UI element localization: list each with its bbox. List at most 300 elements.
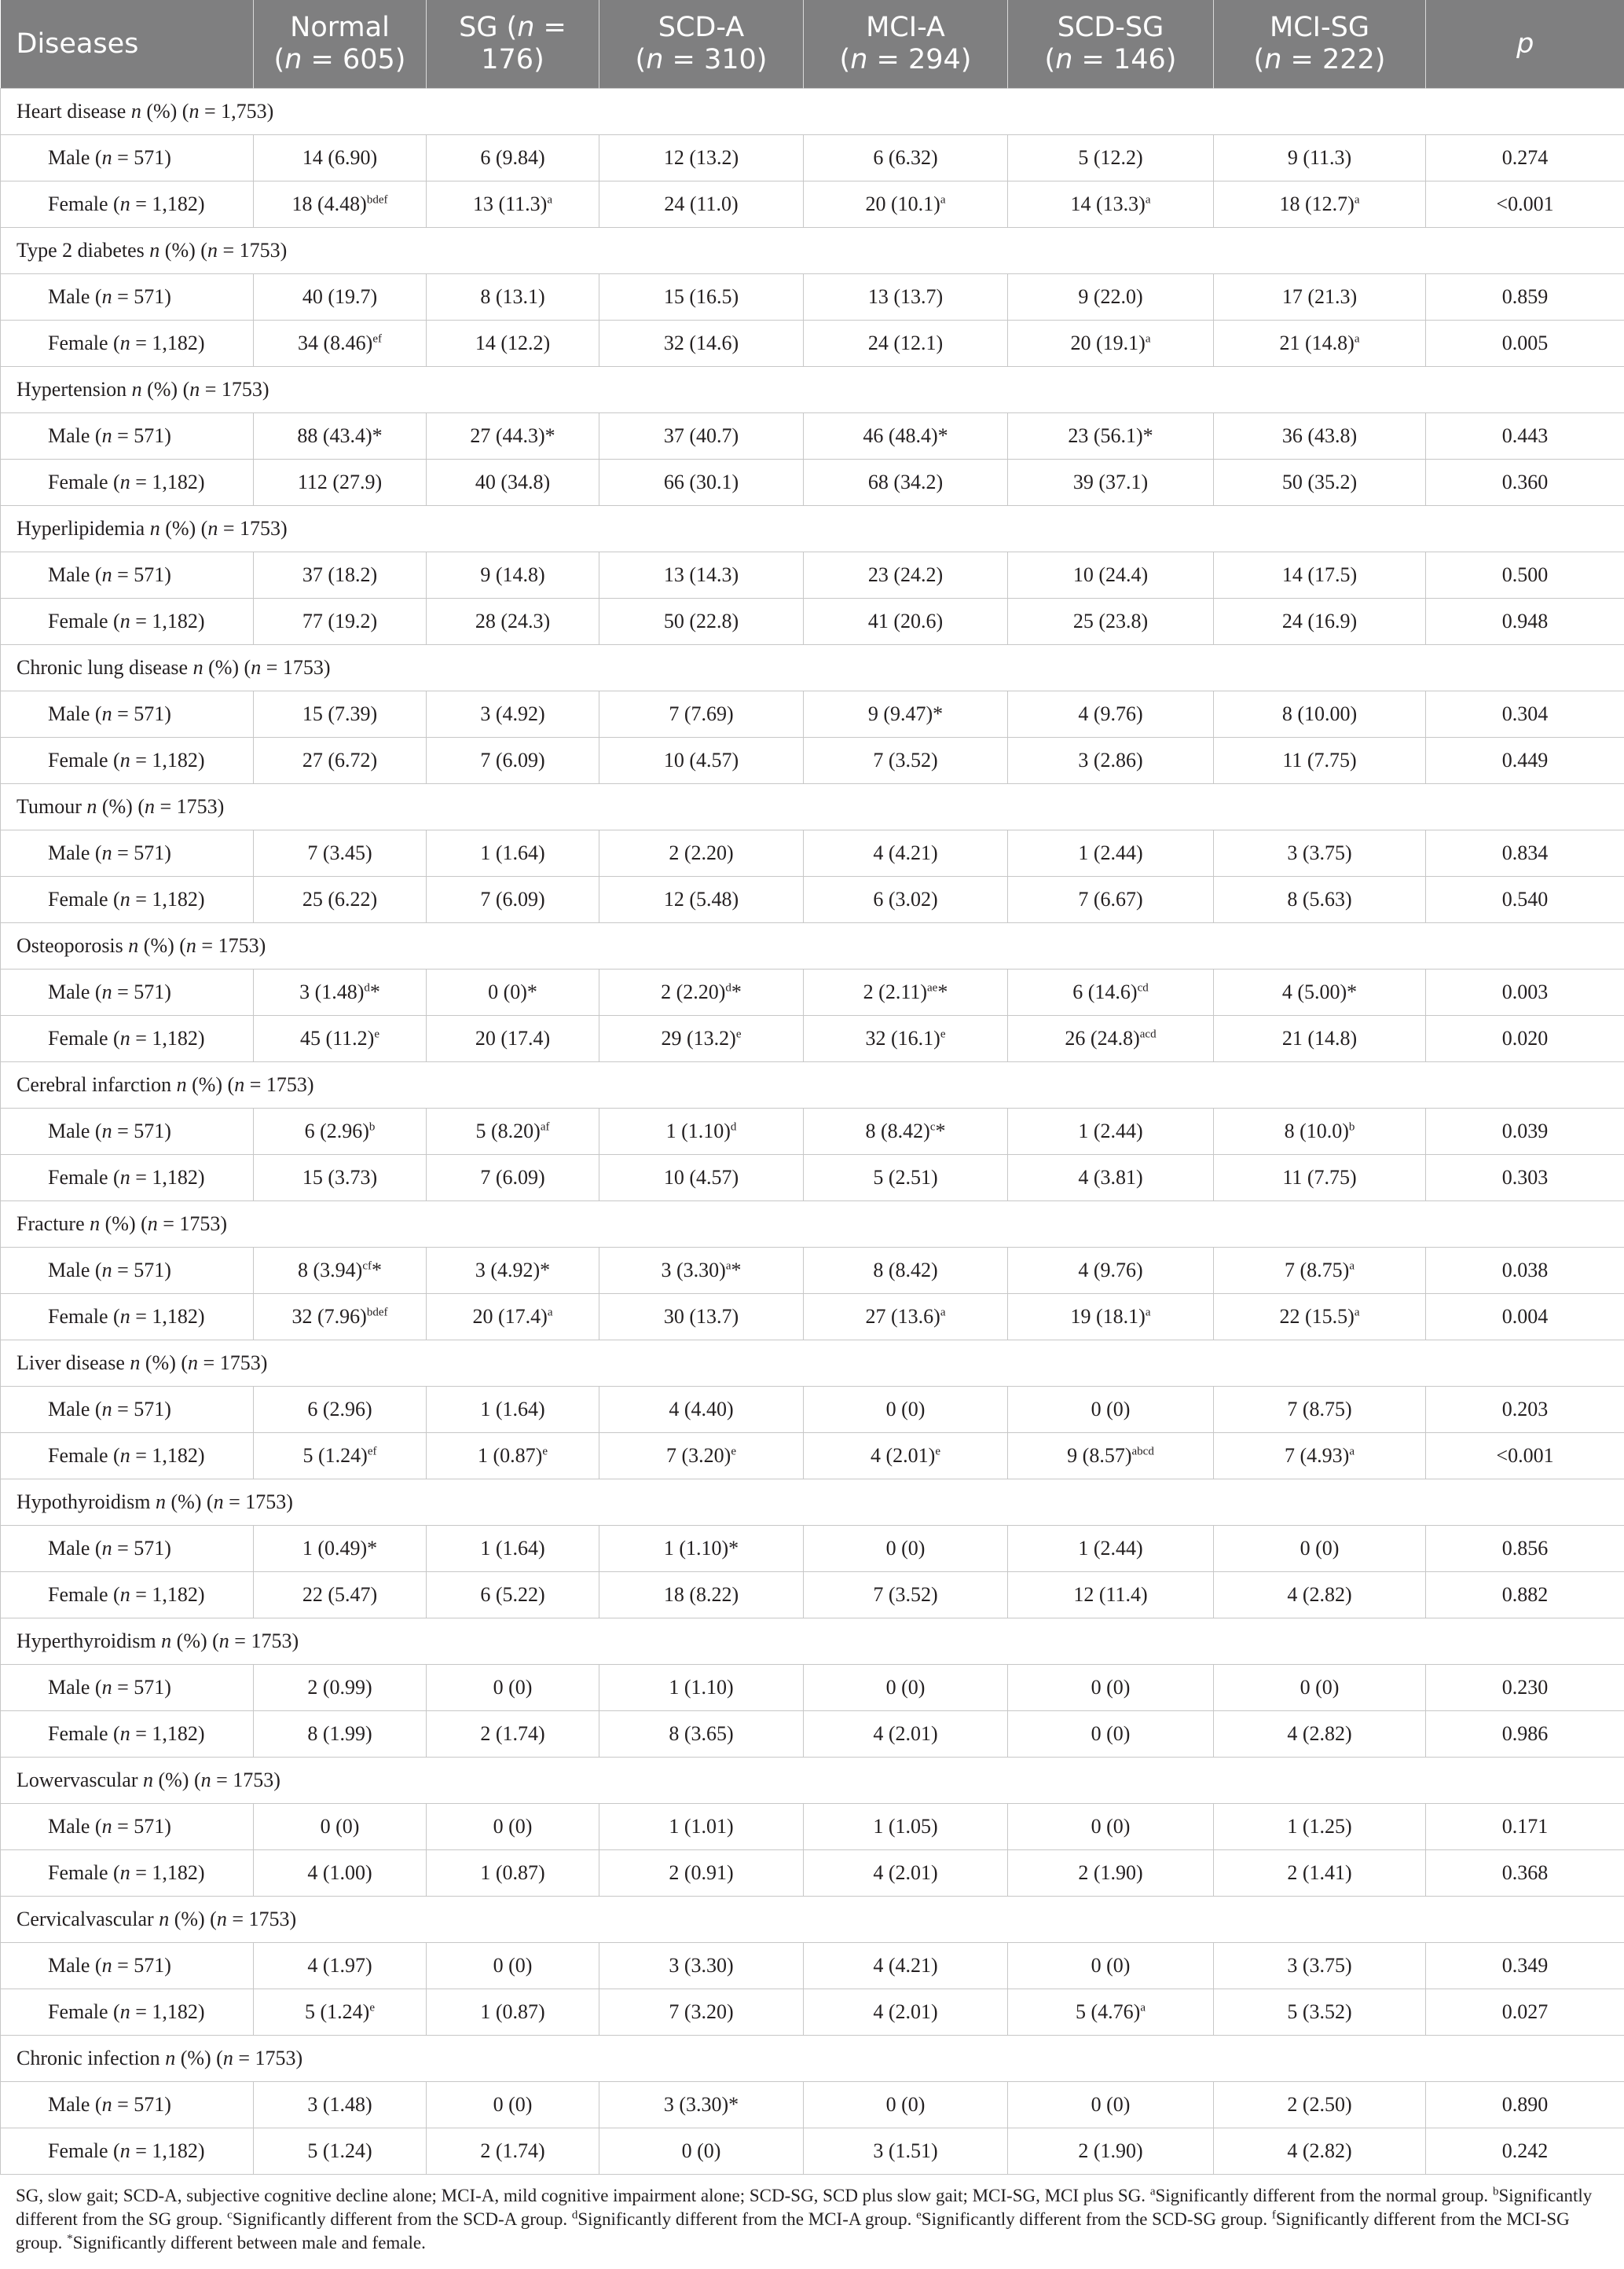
table-row: [1, 970, 1624, 1016]
table-cell: 8 (5.63): [1214, 877, 1426, 923]
table-cell: 23 (56.1)*: [1008, 413, 1214, 460]
row-label: Female (n = 1,182): [1, 1850, 254, 1897]
table-cell: 88 (43.4)*: [254, 413, 427, 460]
table-cell: 1 (1.05): [804, 1804, 1008, 1850]
table-cell: 7 $(8.75)^a$: [1214, 1248, 1426, 1294]
table-cell: 6 (6.32): [804, 135, 1008, 181]
table-cell: 27 $(13.6)^a$: [804, 1294, 1008, 1340]
superscript: a: [1140, 2001, 1146, 2014]
table-cell: 34 $(8.46)^{ef}$: [254, 321, 427, 367]
table-cell: 66 (30.1): [599, 460, 804, 506]
table-cell: 12 (13.2): [599, 135, 804, 181]
footnote-marker: f: [1271, 2209, 1276, 2222]
table-cell: 5 $(1.24)^{ef}$: [254, 1433, 427, 1479]
superscript: a: [1354, 1306, 1360, 1319]
italic-n: n: [222, 2047, 233, 2069]
italic-n: n: [850, 44, 868, 75]
column-header: MCI-SG (n = 222): [1214, 0, 1426, 89]
italic-n: n: [149, 239, 160, 262]
table-cell: 18 $(4.48)^{bdef}$: [254, 181, 427, 228]
table-row: [1, 181, 1624, 228]
table-row: [1, 1155, 1624, 1201]
italic-n: n: [119, 610, 130, 632]
superscript: a: [1145, 1306, 1151, 1319]
table-cell: 3 (4.92)*: [427, 1248, 599, 1294]
section-row: [1, 1897, 1624, 1943]
table-row: [1, 321, 1624, 367]
section-title: Cerebral infarction n (%) (n = 1753): [1, 1062, 1624, 1109]
italic-n: n: [119, 471, 130, 493]
p-value: 0.027: [1426, 1989, 1624, 2036]
table-cell: 14 (6.90): [254, 135, 427, 181]
table-cell: 0 (0): [1214, 1665, 1426, 1711]
superscript: acd: [1139, 1028, 1157, 1041]
table-row: [1, 1433, 1624, 1479]
table-cell: 0 (0): [804, 1526, 1008, 1572]
table-cell: 20 $(17.4)^a$: [427, 1294, 599, 1340]
table-cell: 0 (0): [254, 1804, 427, 1850]
table-cell: 4 (5.00)*: [1214, 970, 1426, 1016]
table-cell: 15 (7.39): [254, 691, 427, 738]
italic-n: n: [119, 192, 130, 215]
table-cell: 6 (2.96): [254, 1387, 427, 1433]
table-cell: 0 (0)*: [427, 970, 599, 1016]
superscript: a: [547, 1306, 553, 1319]
section-row: [1, 228, 1624, 274]
p-value: 0.003: [1426, 970, 1624, 1016]
row-label: Male (n = 571): [1, 691, 254, 738]
p-value: <0.001: [1426, 1433, 1624, 1479]
table-cell: 1 (1.25): [1214, 1804, 1426, 1850]
italic-n: n: [149, 517, 160, 540]
table-cell: 8 (8.42): [804, 1248, 1008, 1294]
table-cell: 45 $(11.2)^e$: [254, 1016, 427, 1062]
superscript: cf: [362, 1259, 372, 1273]
table-cell: 14 (17.5): [1214, 552, 1426, 599]
footnote-marker: e: [916, 2209, 922, 2222]
table-cell: 8 (1.99): [254, 1711, 427, 1758]
table-row: [1, 877, 1624, 923]
superscript: b: [368, 1120, 376, 1134]
italic-n: n: [101, 1676, 112, 1699]
table-cell: 0 (0): [804, 1665, 1008, 1711]
table-cell: 112 (27.9): [254, 460, 427, 506]
table-cell: 2 (1.41): [1214, 1850, 1426, 1897]
table-cell: 0 (0): [427, 1943, 599, 1989]
italic-n: n: [86, 795, 97, 818]
p-value: 0.230: [1426, 1665, 1624, 1711]
table-cell: 9 (11.3): [1214, 135, 1426, 181]
table-cell: 7 (8.75): [1214, 1387, 1426, 1433]
superscript: d: [364, 981, 370, 995]
table-cell: 4 (2.01): [804, 1989, 1008, 2036]
italic-n: n: [251, 656, 262, 679]
superscript: e: [940, 1028, 946, 1041]
italic-n: p: [1516, 27, 1534, 60]
p-value: 0.540: [1426, 877, 1624, 923]
table-row: [1, 1572, 1624, 1618]
footnote-text: Significantly different from the SCD-SG group.: [921, 2209, 1272, 2229]
table-cell: 13 (13.7): [804, 274, 1008, 321]
table-cell: 2 (1.90): [1008, 2128, 1214, 2175]
p-value: 0.360: [1426, 460, 1624, 506]
table-cell: 17 (21.3): [1214, 274, 1426, 321]
p-value: 0.020: [1426, 1016, 1624, 1062]
table-cell: 14 (12.2): [427, 321, 599, 367]
table-row: [1, 830, 1624, 877]
table-row: [1, 691, 1624, 738]
p-value: 0.203: [1426, 1387, 1624, 1433]
table-cell: 22 $(15.5)^a$: [1214, 1294, 1426, 1340]
footnote-marker: c: [227, 2209, 233, 2222]
section-row: [1, 89, 1624, 135]
column-header: SCD-SG (n = 146): [1008, 0, 1214, 89]
italic-n: n: [155, 1490, 166, 1513]
italic-n: n: [119, 1027, 130, 1050]
table-cell: 2 (1.74): [427, 1711, 599, 1758]
italic-n: n: [119, 2139, 130, 2162]
table-cell: 12 (11.4): [1008, 1572, 1214, 1618]
p-value: 0.039: [1426, 1109, 1624, 1155]
table-cell: 8 $(3.94)^{cf}*$: [254, 1248, 427, 1294]
superscript: ae: [927, 981, 938, 995]
table-cell: 8 $(10.0)^b$: [1214, 1109, 1426, 1155]
table-row: [1, 1989, 1624, 2036]
table-row: [1, 1711, 1624, 1758]
superscript: e: [369, 2001, 375, 2014]
table-cell: 7 $(3.20)^e$: [599, 1433, 804, 1479]
table-cell: 1 (1.01): [599, 1804, 804, 1850]
row-label: Male (n = 571): [1, 830, 254, 877]
table-cell: 20 $(19.1)^a$: [1008, 321, 1214, 367]
italic-n: n: [119, 1166, 130, 1189]
column-header-name: MCI-A: [866, 12, 945, 43]
row-label: Male (n = 571): [1, 1804, 254, 1850]
table-cell: 1 $(0.87)^e$: [427, 1433, 599, 1479]
row-label: Male (n = 571): [1, 970, 254, 1016]
table-row: [1, 1665, 1624, 1711]
superscript: a: [1349, 1445, 1355, 1458]
column-header-name: Normal: [290, 12, 390, 43]
p-value: 0.859: [1426, 274, 1624, 321]
italic-n: n: [119, 888, 130, 911]
row-label: Female (n = 1,182): [1, 877, 254, 923]
table-cell: 4 (4.21): [804, 830, 1008, 877]
table-cell: 4 (1.97): [254, 1943, 427, 1989]
table-cell: 1 (1.10)*: [599, 1526, 804, 1572]
p-value: 0.443: [1426, 413, 1624, 460]
section-title: Hypothyroidism n (%) (n = 1753): [1, 1479, 1624, 1526]
table-cell: 0 (0): [1008, 1711, 1214, 1758]
section-row: [1, 1201, 1624, 1248]
row-label: Male (n = 571): [1, 413, 254, 460]
row-label: Female (n = 1,182): [1, 181, 254, 228]
table-cell: 0 (0): [427, 1665, 599, 1711]
table-cell: 2 (0.99): [254, 1665, 427, 1711]
table-cell: 1 $(1.10)^d$: [599, 1109, 804, 1155]
table-cell: 28 (24.3): [427, 599, 599, 645]
italic-n: n: [101, 1954, 112, 1977]
section-title: Cervicalvascular n (%) (n = 1753): [1, 1897, 1624, 1943]
superscript: a: [1349, 1259, 1355, 1273]
table-cell: 3 $(3.30)^a*$: [599, 1248, 804, 1294]
table-row: [1, 274, 1624, 321]
table-cell: 1 (2.44): [1008, 830, 1214, 877]
table-cell: 18 (8.22): [599, 1572, 804, 1618]
superscript: a: [940, 1306, 946, 1319]
superscript: cd: [1137, 981, 1149, 995]
table-cell: 4 (4.21): [804, 1943, 1008, 1989]
table-cell: 40 (34.8): [427, 460, 599, 506]
section-row: [1, 1340, 1624, 1387]
superscript: a: [1145, 193, 1151, 207]
italic-n: n: [101, 981, 112, 1003]
p-value: 0.304: [1426, 691, 1624, 738]
table-row: [1, 1850, 1624, 1897]
table-cell: 4 (1.00): [254, 1850, 427, 1897]
table-cell: 21 $(14.8)^a$: [1214, 321, 1426, 367]
section-row: [1, 1062, 1624, 1109]
table-cell: 14 $(13.3)^a$: [1008, 181, 1214, 228]
p-value: 0.986: [1426, 1711, 1624, 1758]
column-header-name: SG: [459, 12, 498, 43]
italic-n: n: [207, 517, 218, 540]
table-cell: 32 $(16.1)^e$: [804, 1016, 1008, 1062]
table-cell: 3 (2.86): [1008, 738, 1214, 784]
p-value: 0.368: [1426, 1850, 1624, 1897]
italic-n: n: [517, 12, 535, 43]
italic-n: n: [234, 1073, 245, 1096]
row-label: Male (n = 571): [1, 274, 254, 321]
table-cell: 10 (4.57): [599, 738, 804, 784]
row-label: Male (n = 571): [1, 1665, 254, 1711]
table-row: [1, 1804, 1624, 1850]
superscript: bdef: [366, 1306, 388, 1319]
italic-n: n: [165, 2047, 176, 2069]
row-label: Female (n = 1,182): [1, 1155, 254, 1201]
table-cell: 36 (43.8): [1214, 413, 1426, 460]
section-row: [1, 1618, 1624, 1665]
table-row: [1, 1526, 1624, 1572]
table-row: [1, 1294, 1624, 1340]
table-cell: 9 (9.47)*: [804, 691, 1008, 738]
table-cell: 3 (1.51): [804, 2128, 1008, 2175]
row-label: Female (n = 1,182): [1, 599, 254, 645]
row-label: Female (n = 1,182): [1, 1016, 254, 1062]
section-title: Osteoporosis n (%) (n = 1753): [1, 923, 1624, 970]
section-row: [1, 367, 1624, 413]
table-cell: 29 $(13.2)^e$: [599, 1016, 804, 1062]
p-value: 0.303: [1426, 1155, 1624, 1201]
italic-n: n: [119, 749, 130, 772]
row-label: Male (n = 571): [1, 135, 254, 181]
row-label: Female (n = 1,182): [1, 1433, 254, 1479]
italic-n: n: [192, 656, 203, 679]
table-cell: 0 (0): [1008, 1943, 1214, 1989]
table-cell: 4 (2.01): [804, 1711, 1008, 1758]
italic-n: n: [189, 378, 200, 401]
section-title: Hyperlipidemia n (%) (n = 1753): [1, 506, 1624, 552]
table-cell: 7 (3.20): [599, 1989, 804, 2036]
table-cell: 30 (13.7): [599, 1294, 804, 1340]
column-header-name: Diseases: [16, 27, 139, 60]
section-row: [1, 2036, 1624, 2082]
footnote-marker: *: [67, 2232, 73, 2245]
italic-n: n: [101, 2093, 112, 2116]
italic-n: n: [213, 1490, 224, 1513]
table-cell: 5 (2.51): [804, 1155, 1008, 1201]
table-row: [1, 1943, 1624, 1989]
superscript: e: [374, 1028, 380, 1041]
table-cell: 7 (6.09): [427, 738, 599, 784]
footnote-marker: d: [571, 2209, 578, 2222]
italic-n: n: [131, 378, 142, 401]
table-cell: 9 (22.0): [1008, 274, 1214, 321]
table-row: [1, 460, 1624, 506]
section-title: Type 2 diabetes n (%) (n = 1753): [1, 228, 1624, 274]
column-header-name: SCD-A: [658, 12, 745, 43]
italic-n: n: [101, 1537, 112, 1560]
row-label: Female (n = 1,182): [1, 1989, 254, 2036]
column-header-name: MCI-SG: [1270, 12, 1369, 43]
table-cell: 1 (1.10): [599, 1665, 804, 1711]
superscript: a: [1354, 193, 1360, 207]
superscript: e: [731, 1445, 736, 1458]
table-cell: 18 $(12.7)^a$: [1214, 181, 1426, 228]
column-header: Normal (n = 605): [254, 0, 427, 89]
italic-n: n: [101, 424, 112, 447]
italic-n: n: [90, 1212, 101, 1235]
p-value: 0.004: [1426, 1294, 1624, 1340]
superscript: abcd: [1131, 1445, 1154, 1458]
table-cell: 6 $(2.96)^b$: [254, 1109, 427, 1155]
table-cell: 8 $(8.42)^c*$: [804, 1109, 1008, 1155]
table-cell: 8 (10.00): [1214, 691, 1426, 738]
row-label: Female (n = 1,182): [1, 460, 254, 506]
table-footnote: [0, 2175, 1624, 2255]
p-value: 0.948: [1426, 599, 1624, 645]
table-cell: 7 (6.09): [427, 877, 599, 923]
row-label: Female (n = 1,182): [1, 1572, 254, 1618]
table-row: [1, 2082, 1624, 2128]
table-cell: 50 (35.2): [1214, 460, 1426, 506]
p-value: 0.856: [1426, 1526, 1624, 1572]
table-cell: 1 (0.87): [427, 1989, 599, 2036]
row-label: Male (n = 571): [1, 552, 254, 599]
table-cell: 3 (4.92): [427, 691, 599, 738]
italic-n: n: [128, 934, 139, 957]
section-row: [1, 1758, 1624, 1804]
p-value: 0.274: [1426, 135, 1624, 181]
table-cell: 7 (3.52): [804, 1572, 1008, 1618]
section-row: [1, 506, 1624, 552]
column-header: [1426, 0, 1624, 89]
italic-n: n: [101, 1120, 112, 1142]
italic-n: n: [119, 1444, 130, 1467]
italic-n: n: [101, 285, 112, 308]
table-cell: 23 (24.2): [804, 552, 1008, 599]
p-value: 0.890: [1426, 2082, 1624, 2128]
table-cell: 6 (3.02): [804, 877, 1008, 923]
table-cell: 6 $(14.6)^{cd}$: [1008, 970, 1214, 1016]
section-row: [1, 923, 1624, 970]
row-label: Female (n = 1,182): [1, 2128, 254, 2175]
table-cell: 9 $(8.57)^{abcd}$: [1008, 1433, 1214, 1479]
section-title: Hypertension n (%) (n = 1753): [1, 367, 1624, 413]
row-label: Male (n = 571): [1, 1387, 254, 1433]
p-value: 0.882: [1426, 1572, 1624, 1618]
italic-n: n: [101, 563, 112, 586]
table-cell: 37 (40.7): [599, 413, 804, 460]
section-title: Fracture n (%) (n = 1753): [1, 1201, 1624, 1248]
table-cell: 1 (1.64): [427, 830, 599, 877]
table-row: [1, 413, 1624, 460]
table-cell: 0 (0): [427, 1804, 599, 1850]
superscript: ef: [367, 1445, 377, 1458]
footnote-text: Significantly different from the normal group.: [1155, 2186, 1493, 2205]
column-header-name: SCD-SG: [1057, 12, 1164, 43]
italic-n: n: [161, 1629, 172, 1652]
superscript: a: [1145, 332, 1151, 346]
footnote-marker: b: [1492, 2185, 1499, 2198]
table-cell: 2 (1.90): [1008, 1850, 1214, 1897]
table-row: [1, 1248, 1624, 1294]
table-cell: 7 (3.45): [254, 830, 427, 877]
italic-n: n: [200, 1769, 211, 1791]
section-row: [1, 784, 1624, 830]
italic-n: n: [119, 1861, 130, 1884]
footnote-text: Significantly different from the MCI-SG group.: [16, 2209, 1570, 2253]
table-cell: 4 (9.76): [1008, 1248, 1214, 1294]
row-label: Male (n = 571): [1, 1943, 254, 1989]
table-cell: 0 (0): [804, 1387, 1008, 1433]
table-cell: 7 $(4.93)^a$: [1214, 1433, 1426, 1479]
row-label: Female (n = 1,182): [1, 1711, 254, 1758]
table-cell: 2 $(2.20)^d*$: [599, 970, 804, 1016]
table-cell: 0 (0): [427, 2082, 599, 2128]
section-row: [1, 1479, 1624, 1526]
table-cell: 13 $(11.3)^a$: [427, 181, 599, 228]
section-title: Chronic infection n (%) (n = 1753): [1, 2036, 1624, 2082]
p-value: 0.449: [1426, 738, 1624, 784]
section-title: Chronic lung disease n (%) (n = 1753): [1, 645, 1624, 691]
italic-n: n: [189, 100, 200, 123]
italic-n: n: [145, 795, 155, 818]
table-cell: 19 $(18.1)^a$: [1008, 1294, 1214, 1340]
table-cell: 13 (14.3): [599, 552, 804, 599]
italic-n: n: [101, 1398, 112, 1420]
italic-n: n: [130, 100, 141, 123]
table-row: [1, 2128, 1624, 2175]
table-cell: 39 (37.1): [1008, 460, 1214, 506]
superscript: e: [735, 1028, 742, 1041]
superscript: bdef: [366, 193, 388, 207]
p-value: 0.005: [1426, 321, 1624, 367]
row-label: Male (n = 571): [1, 1248, 254, 1294]
table-cell: 20 (17.4): [427, 1016, 599, 1062]
table-cell: 41 (20.6): [804, 599, 1008, 645]
table-cell: 4 (3.81): [1008, 1155, 1214, 1201]
table-cell: 27 (6.72): [254, 738, 427, 784]
table-cell: 6 (5.22): [427, 1572, 599, 1618]
footnote-text: Significantly different from the SCD-A group.: [232, 2209, 572, 2229]
footnote-text: Significantly different between male and female.: [72, 2233, 426, 2253]
p-value: 0.834: [1426, 830, 1624, 877]
italic-n: n: [119, 1305, 130, 1328]
italic-n: n: [159, 1908, 170, 1930]
table-cell: 1 (1.64): [427, 1526, 599, 1572]
table-row: [1, 1109, 1624, 1155]
